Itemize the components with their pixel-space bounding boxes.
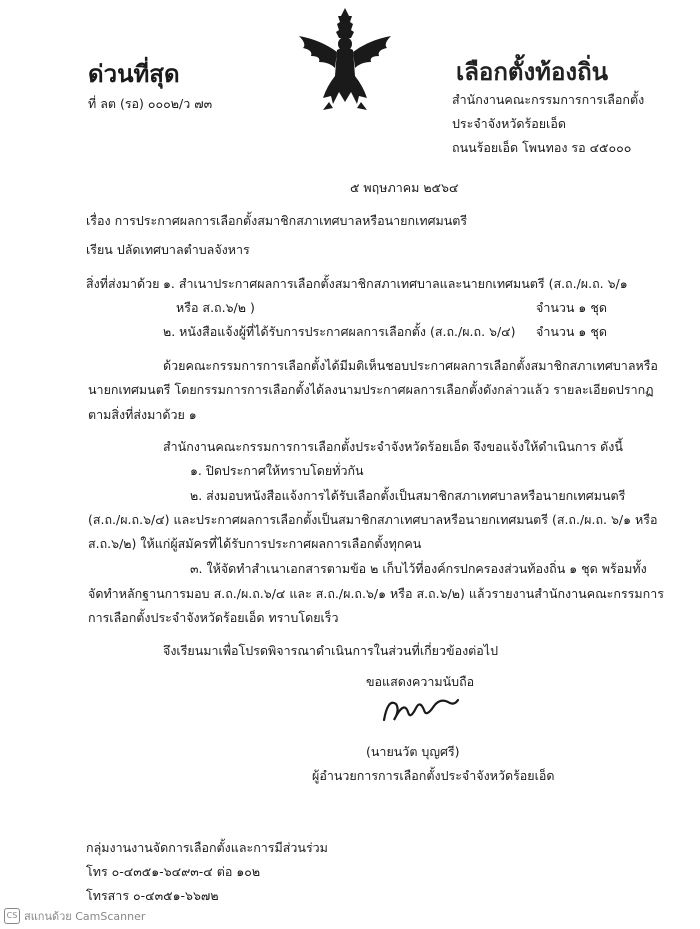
office-line-3: ถนนร้อยเอ็ด โพนทอง รอ ๔๕๐๐๐ (452, 140, 632, 155)
enclosures-label: สิ่งที่ส่งมาด้วย (86, 276, 160, 291)
office-line-1: สำนักงานคณะกรรมการการเลือกตั้ง (452, 92, 645, 107)
scanner-watermark-text: สแกนด้วย CamScanner (24, 910, 146, 923)
footer-phone: โทร ๐-๔๓๕๑-๖๔๙๓-๔ ต่อ ๑๐๒ (86, 864, 261, 879)
document-date: ๕ พฤษภาคม ๒๕๖๔ (350, 180, 459, 195)
urgency-stamp: ด่วนที่สุด (88, 60, 180, 88)
enclosure-1-quantity: จำนวน ๑ ชุด (536, 300, 607, 315)
office-line-2: ประจำจังหวัดร้อยเอ็ด (452, 116, 566, 131)
action-item-2-line-2: (ส.ถ./ผ.ถ.๖/๔) และประกาศผลการเลือกตั้งเป็นสมาชิกสภาเทศบาลหรือนายกเทศมนตรี (ส.ถ./ผ.ถ. ๖/๑ หรือ (88, 512, 658, 527)
action-item-2-line-3: ส.ถ.๖/๒) ให้แก่ผู้สมัครที่ได้รับการประกาศผลการเลือกตั้งทุกคน (88, 536, 422, 551)
paragraph-1-line-3: ตามสิ่งที่ส่งมาด้วย ๑ (88, 407, 197, 422)
garuda-emblem-icon (293, 6, 397, 111)
action-item-2-line-1: ๒. ส่งมอบหนังสือแจ้งการได้รับเลือกตั้งเป็นสมาชิกสภาเทศบาลหรือนายกเทศมนตรี (190, 488, 626, 503)
paragraph-1-line-2: นายกเทศมนตรี โดยกรรมการการเลือกตั้งได้ลงนามประกาศผลการเลือกตั้งดังกล่าวแล้ว รายละเอียดปรากฏ (88, 382, 654, 397)
signature-icon (378, 690, 460, 728)
signatory-name: (นายนวัต บุญศรี) (366, 744, 460, 759)
subject-line: เรื่อง การประกาศผลการเลือกตั้งสมาชิกสภาเทศบาลหรือนายกเทศมนตรี (86, 213, 468, 228)
closing-sentence: จึงเรียนมาเพื่อโปรดพิจารณาดำเนินการในส่วนที่เกี่ยวข้องต่อไป (163, 643, 499, 658)
footer-fax: โทรสาร ๐-๔๓๕๑-๖๖๗๒ (86, 888, 219, 903)
enclosure-2-line-1: ๒. หนังสือแจ้งผู้ที่ได้รับการประกาศผลการเลือกตั้ง (ส.ถ./ผ.ถ. ๖/๔) (163, 324, 516, 339)
scanner-watermark (0, 907, 145, 925)
regards: ขอแสดงความนับถือ (366, 674, 475, 689)
reference-number: ที่ ลต (รอ) ๐๐๐๒/ว ๗๓ (88, 96, 213, 111)
paragraph-1-line-1: ด้วยคณะกรรมการการเลือกตั้งได้มีมติเห็นชอบประกาศผลการเลือกตั้งสมาชิกสภาเทศบาลหรือ (163, 358, 658, 373)
enclosure-2-quantity: จำนวน ๑ ชุด (536, 324, 607, 339)
action-item-3-line-2: จัดทำหลักฐานการมอบ ส.ถ./ผ.ถ.๖/๔ และ ส.ถ./ผ.ถ.๖/๑ หรือ ส.ถ.๖/๒) แล้วรายงานสำนักงานคณะกรรมการ (88, 586, 664, 601)
footer-department: กลุ่มงานงานจัดการเลือกตั้งและการมีส่วนร่วม (86, 840, 328, 855)
enclosure-1-line-2: หรือ ส.ถ.๖/๒ ) (176, 300, 255, 315)
action-item-3-line-1: ๓. ให้จัดทำสำเนาเอกสารตามข้อ ๒ เก็บไว้ที่องค์กรปกครองส่วนท้องถิ่น ๑ ชุด พร้อมทั้ง (190, 561, 647, 576)
paragraph-2: สำนักงานคณะกรรมการการเลือกตั้งประจำจังหวัดร้อยเอ็ด จึงขอแจ้งให้ดำเนินการ ดังนี้ (163, 439, 623, 454)
office-address (452, 88, 644, 160)
signatory-position: ผู้อำนวยการการเลือกตั้งประจำจังหวัดร้อยเอ็ด (312, 768, 555, 783)
action-item-1: ๑. ปิดประกาศให้ทราบโดยทั่วกัน (190, 463, 364, 478)
action-item-3-line-3: การเลือกตั้งประจำจังหวัดร้อยเอ็ด ทราบโดยเร็ว (88, 610, 339, 625)
local-election-stamp: เลือกตั้งท้องถิ่น (456, 58, 609, 86)
recipient-line: เรียน ปลัดเทศบาลตำบลจังหาร (86, 242, 250, 257)
camscanner-icon: CS (4, 908, 20, 924)
enclosure-1-line-1: ๑. สำเนาประกาศผลการเลือกตั้งสมาชิกสภาเทศบาลและนายกเทศมนตรี (ส.ถ./ผ.ถ. ๖/๑ (163, 276, 628, 291)
